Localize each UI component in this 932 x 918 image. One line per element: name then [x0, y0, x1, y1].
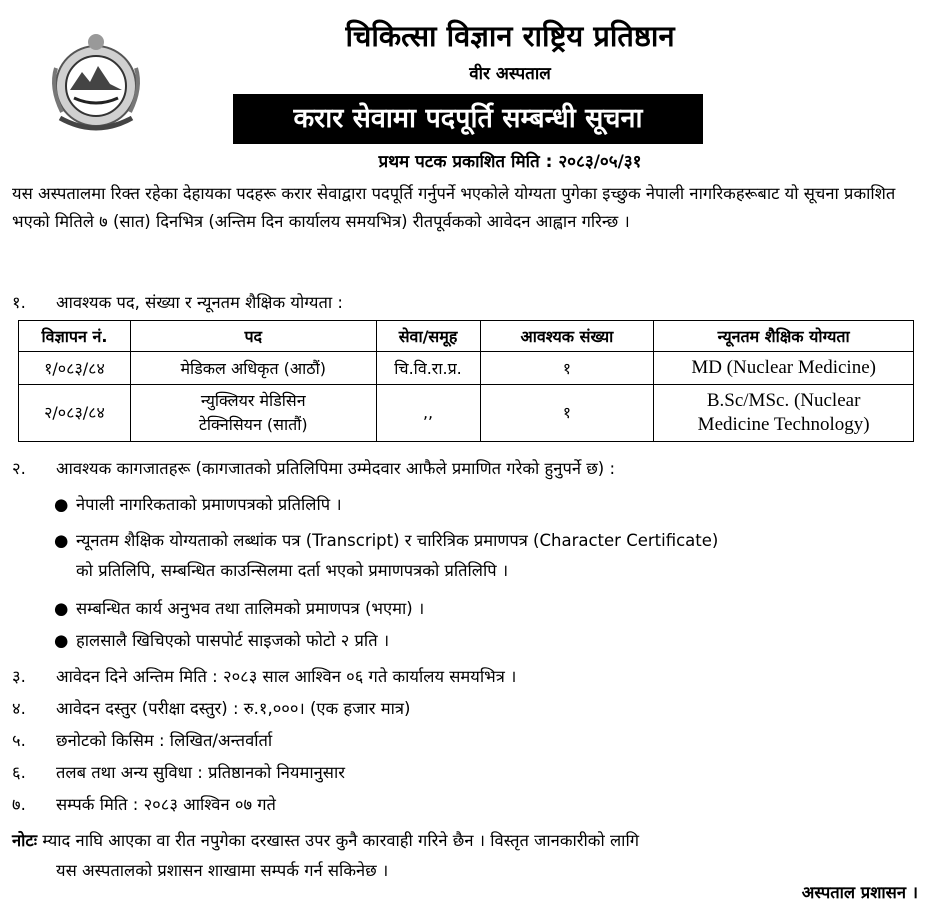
section-text: आवेदन दस्तुर (परीक्षा दस्तुर) : रु.१,०००। (एक हजार मात्र)	[56, 699, 411, 718]
table-row	[19, 352, 914, 385]
service-cell: ,,	[376, 385, 480, 442]
posts-table	[18, 320, 914, 442]
section-number: १.	[12, 293, 26, 312]
hospital-name: वीर अस्पताल	[469, 64, 551, 84]
section-number: ६.	[12, 763, 26, 782]
table-header-row	[19, 321, 914, 352]
qualification-line: Medicine Technology)	[697, 414, 870, 435]
table-header-cell: न्यूनतम शैक्षिक योग्यता	[654, 321, 914, 352]
section-4	[12, 696, 924, 722]
qualification-cell	[654, 385, 914, 442]
note-text: म्याद नाघि आएका वा रीत नपुगेका दरखास्त उपर कुनै कारवाही गरिने छैन । विस्तृत जानकारीको लागि	[42, 831, 640, 850]
organization-title: चिकित्सा विज्ञान राष्ट्रिय प्रतिष्ठान	[345, 19, 675, 53]
post-cell	[130, 385, 376, 442]
bullet-text: सम्बन्धित कार्य अनुभव तथा तालिमको प्रमाणपत्र (भएमा) ।	[76, 599, 425, 618]
section-1-heading	[12, 290, 924, 316]
qualification-cell: MD (Nuclear Medicine)	[654, 352, 914, 385]
intro-paragraph: यस अस्पतालमा रिक्त रहेका देहायका पदहरू करार सेवाद्वारा पदपूर्ति गर्नुपर्ने भएकोले योग्यता पुगेका इच्छुक नेपाली नागरिकहरूबाट यो सूचना प्रकाशित भएको मितिले ७ (सात) दिनभित्र (अन्तिम दिन कार्यालय समयभित्र) रीतपूर्वकको आवेदन आह्वान गरिन्छ ।	[12, 184, 896, 231]
section-number: ७.	[12, 795, 26, 814]
bullet-dot-icon: ●	[54, 631, 69, 650]
bullet-dot-icon: ●	[54, 495, 69, 514]
section-text: आवश्यक पद, संख्या र न्यूनतम शैक्षिक योग्यता :	[56, 293, 343, 312]
section-text: तलब तथा अन्य सुविधा : प्रतिष्ठानको नियमानुसार	[56, 763, 345, 782]
table-header-cell: आवश्यक संख्या	[480, 321, 654, 352]
note	[12, 826, 924, 886]
count-cell: १	[480, 352, 654, 385]
bullet-text: नेपाली नागरिकताको प्रमाणपत्रको प्रतिलिपि ।	[76, 495, 342, 514]
section-text: आवश्यक कागजातहरू (कागजातको प्रतिलिपिमा उम्मेदवार आफैले प्रमाणित गरेको हुनुपर्ने छ) :	[56, 459, 616, 478]
section-6	[12, 760, 924, 786]
section-3	[12, 664, 924, 690]
table-header-cell: पद	[130, 321, 376, 352]
post-line: न्युक्लियर मेडिसिन	[200, 391, 306, 410]
table-header-cell: विज्ञापन नं.	[19, 321, 131, 352]
section-text: आवेदन दिने अन्तिम मिति : २०८३ साल आश्विन ०६ गते कार्यालय समयभित्र ।	[56, 667, 517, 686]
signature: अस्पताल प्रशासन ।	[801, 883, 918, 902]
post-line: टेक्निसियन (सातौं)	[198, 415, 308, 434]
section-text: छनोटको किसिम : लिखित/अन्तर्वार्ता	[56, 731, 273, 750]
bullet-text-continued: को प्रतिलिपि, सम्बन्धित काउन्सिलमा दर्ता भएको प्रमाणपत्रको प्रतिलिपि ।	[76, 561, 509, 580]
post-cell: मेडिकल अधिकृत (आठौं)	[130, 352, 376, 385]
note-label: नोटः	[12, 831, 38, 850]
document-bullet	[54, 526, 922, 586]
table-header-cell: सेवा/समूह	[376, 321, 480, 352]
publication-date: प्रथम पटक प्रकाशित मिति : २०८३/०५/३१	[378, 152, 642, 172]
section-2-heading	[12, 456, 924, 482]
section-number: ५.	[12, 731, 26, 750]
bullet-dot-icon: ●	[54, 531, 69, 550]
nepal-government-emblem-icon	[40, 28, 152, 140]
qualification-line: B.Sc/MSc. (Nuclear	[706, 390, 861, 411]
document-bullet	[54, 626, 922, 656]
section-number: ३.	[12, 667, 26, 686]
bullet-text: हालसालै खिचिएको पासपोर्ट साइजको फोटो २ प्रति ।	[76, 631, 390, 650]
section-text: सम्पर्क मिति : २०८३ आश्विन ०७ गते	[56, 795, 276, 814]
ad-number-cell: १/०८३/८४	[19, 352, 131, 385]
table-row	[19, 385, 914, 442]
note-text-continued: यस अस्पतालको प्रशासन शाखामा सम्पर्क गर्न सकिनेछ ।	[56, 861, 389, 880]
ad-number-cell: २/०८३/८४	[19, 385, 131, 442]
document-bullet	[54, 490, 922, 520]
section-number: २.	[12, 459, 26, 478]
notice-banner: करार सेवामा पदपूर्ति सम्बन्धी सूचना	[233, 94, 703, 144]
count-cell: १	[480, 385, 654, 442]
section-7	[12, 792, 924, 818]
bullet-text: न्यूनतम शैक्षिक योग्यताको लब्धांक पत्र (Transcript) र चारित्रिक प्रमाणपत्र (Character Certificate)	[76, 531, 719, 550]
section-number: ४.	[12, 699, 26, 718]
document-bullet	[54, 594, 922, 624]
section-5	[12, 728, 924, 754]
bullet-dot-icon: ●	[54, 599, 69, 618]
service-cell: चि.वि.रा.प्र.	[376, 352, 480, 385]
